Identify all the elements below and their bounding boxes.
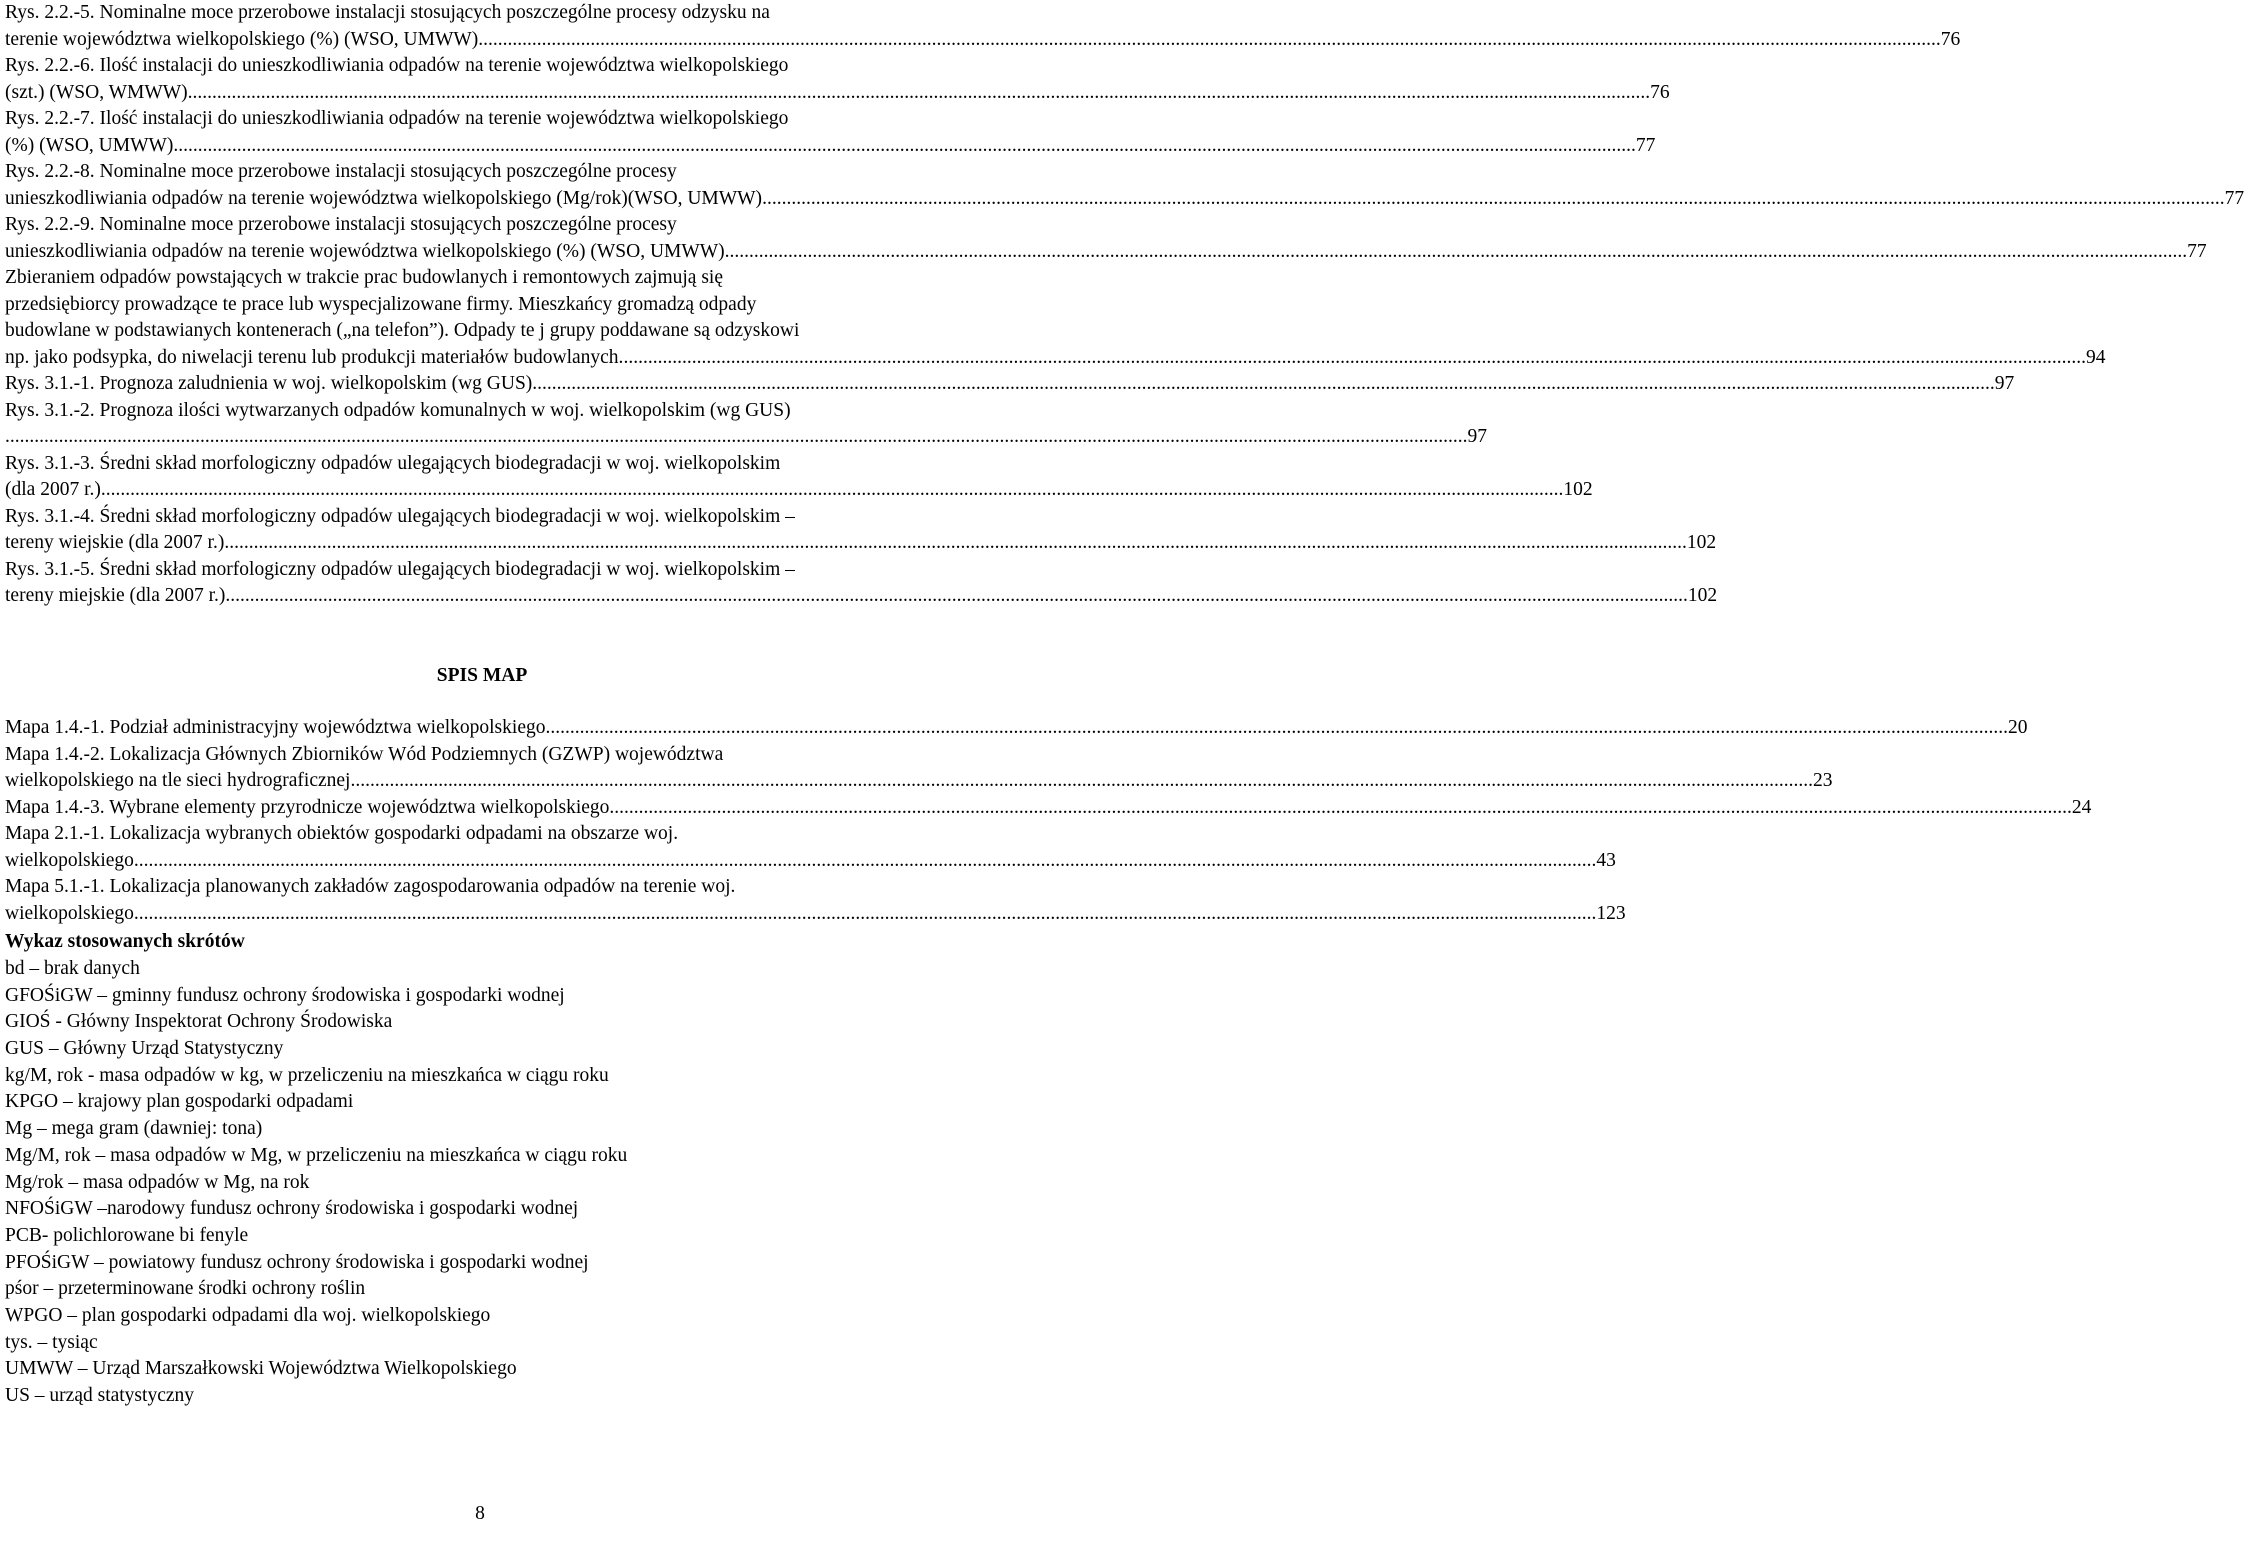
- toc-entry-figure-5[interactable]: Rys. 2.2.-9. Nominalne moce przerobowe instalacji stosujących poszczególne procesy unieszkodliwiania odpadów na terenie województwa wielkopolskiego (%) (WSO, UMWW) ............................................................................................................................................................................................................................................................................................................ 77: [5, 212, 959, 265]
- toc-entry-figure-2[interactable]: Rys. 2.2.-6. Ilość instalacji do unieszkodliwiania odpadów na terenie województwa wielkopolskiego (szt.) (WSO, WMWW) ............................................................................................................................................................................................................................................................................................................ 76: [5, 53, 959, 106]
- abbreviation-item: US – urząd statystyczny: [5, 1385, 195, 1406]
- toc-entry-map-3[interactable]: Mapa 1.4.-3. Wybrane elementy przyrodnicze województwa wielkopolskiego ............................................................................................................................................................................................................................................................................................................ 24: [5, 795, 959, 822]
- toc-entry-text: Rys. 2.2.-5. Nominalne moce przerobowe instalacji stosujących poszczególne procesy odzysku na: [5, 2, 770, 23]
- toc-entry-text: unieszkodliwiania odpadów na terenie województwa wielkopolskiego (%) (WSO, UMWW): [5, 240, 725, 262]
- toc-page-number: 23: [1812, 770, 1833, 791]
- toc-entry-map-1[interactable]: Mapa 1.4.-1. Podział administracyjny województwa wielkopolskiego ............................................................................................................................................................................................................................................................................................................ 20: [5, 715, 959, 742]
- toc-entry-text: (szt.) (WSO, WMWW): [5, 81, 188, 103]
- toc-entry-map-2[interactable]: Mapa 1.4.-2. Lokalizacja Głównych Zbiorników Wód Podziemnych (GZWP) województwa wielkopolskiego na tle sieci hydrograficznej ............................................................................................................................................................................................................................................................................................................ 23: [5, 742, 959, 795]
- toc-entry-text: np. jako podsypka, do niwelacji terenu lub produkcji materiałów budowlanych.: [5, 346, 624, 368]
- toc-entry-text: Rys. 2.2.-8. Nominalne moce przerobowe instalacji stosujących poszczególne procesy: [5, 161, 677, 182]
- toc-entry-text: wielkopolskiego: [5, 902, 134, 924]
- abbreviation-item: PCB- polichlorowane bi fenyle: [5, 1224, 249, 1246]
- toc-entry-figure-4[interactable]: Rys. 2.2.-8. Nominalne moce przerobowe instalacji stosujących poszczególne procesy unieszkodliwiania odpadów na terenie województwa wielkopolskiego (Mg/rok)(WSO, UMWW) ............................................................................................................................................................................................................................................................................................................ 77: [5, 159, 959, 212]
- toc-entry-text: (%) (WSO, UMWW): [5, 134, 174, 156]
- abbreviation-item: GUS – Główny Urząd Statystyczny: [5, 1038, 284, 1060]
- toc-page-number: 123: [1596, 902, 1626, 924]
- toc-page-number: 102: [1563, 479, 1593, 500]
- toc-entry-text: Mapa 1.4.-3. Wybrane elementy przyrodnicze województwa wielkopolskiego: [5, 796, 610, 818]
- abbreviations-heading: Wykaz stosowanych skrótów: [5, 931, 245, 952]
- abbreviation-item: Mg – mega gram (dawniej: tona): [5, 1118, 263, 1140]
- toc-entry-figure-7[interactable]: Rys. 3.1.-1. Prognoza zaludnienia w woj. wielkopolskim (wg GUS) ............................................................................................................................................................................................................................................................................................................ 97: [5, 371, 959, 398]
- toc-entry-text: Rys. 3.1.-5. Średni skład morfologiczny odpadów ulegających biodegradacji w woj. wielkopolskim –: [5, 558, 795, 580]
- toc-page-number: 102: [1686, 532, 1717, 553]
- toc-entry-map-4[interactable]: Mapa 2.1.-1. Lokalizacja wybranych obiektów gospodarki odpadami na obszarze woj. wielkopolskiego ............................................................................................................................................................................................................................................................................................................ 43: [5, 821, 959, 874]
- toc-entry-text: Rys. 3.1.-4. Średni skład morfologiczny odpadów ulegających biodegradacji w woj. wielkopolskim –: [5, 505, 795, 527]
- page-number: 8: [475, 1503, 485, 1524]
- toc-page-number: 76: [1940, 28, 1961, 50]
- toc-entry-text: Rys. 2.2.-6. Ilość instalacji do unieszkodliwiania odpadów na terenie województwa wielkopolskiego: [5, 55, 789, 76]
- abbreviation-item: Mg/rok – masa odpadów w Mg, na rok: [5, 1171, 310, 1193]
- abbreviations-list: [5, 956, 959, 1410]
- toc-entry-figure-8[interactable]: Rys. 3.1.-2. Prognoza ilości wytwarzanych odpadów komunalnych w woj. wielkopolskim (wg GUS) ............................................................................................................................................................................................................................................................................................................ 97: [5, 398, 959, 451]
- abbreviation-item: WPGO – plan gospodarki odpadami dla woj. wielkopolskiego: [5, 1304, 491, 1326]
- toc-entry-text: wielkopolskiego: [5, 849, 134, 871]
- toc-entry-text: Mapa 5.1.-1. Lokalizacja planowanych zakładów zagospodarowania odpadów na terenie woj.: [5, 876, 736, 897]
- toc-page-number: 97: [1467, 426, 1487, 447]
- abbreviation-item: kg/M, rok - masa odpadów w kg, w przeliczeniu na mieszkańca w ciągu roku: [5, 1064, 609, 1086]
- toc-page-number: 77: [2224, 187, 2244, 209]
- toc-entry-text: Rys. 3.1.-3. Średni skład morfologiczny odpadów ulegających biodegradacji w woj. wielkopolskim: [5, 452, 781, 474]
- toc-page-number: 97: [1994, 373, 2015, 394]
- abbreviation-item: UMWW – Urząd Marszałkowski Województwa Wielkopolskiego: [5, 1358, 517, 1380]
- abbreviation-item: pśor – przeterminowane środki ochrony roślin: [5, 1278, 366, 1300]
- abbreviation-item: bd – brak danych: [5, 958, 140, 979]
- abbreviation-item: KPGO – krajowy plan gospodarki odpadami: [5, 1091, 354, 1113]
- toc-entry-text: Rys. 2.2.-9. Nominalne moce przerobowe instalacji stosujących poszczególne procesy: [5, 214, 677, 235]
- maps-heading: SPIS MAP: [436, 665, 528, 686]
- toc-entry-text: tereny wiejskie (dla 2007 r.): [5, 532, 225, 553]
- toc-entry-figure-9[interactable]: Rys. 3.1.-3. Średni skład morfologiczny odpadów ulegających biodegradacji w woj. wielkopolskim (dla 2007 r.) ............................................................................................................................................................................................................................................................................................................ 102: [5, 451, 959, 504]
- toc-entry-text: unieszkodliwiania odpadów na terenie województwa wielkopolskiego (Mg/rok)(WSO, UMWW): [5, 187, 763, 209]
- toc-entry-text: Mapa 1.4.-1. Podział administracyjny województwa wielkopolskiego: [5, 717, 546, 738]
- toc-entry-text: Rys. 2.2.-7. Ilość instalacji do unieszkodliwiania odpadów na terenie województwa wielkopolskiego: [5, 108, 789, 129]
- toc-entry-figure-6[interactable]: Zbieraniem odpadów powstających w trakcie prac budowlanych i remontowych zajmują się przedsiębiorcy prowadzące te prace lub wyspecjalizowane firmy. Mieszkańcy gromadzą odpady budowlane w podstawianych kontenerach („na telefon”). Odpady te j grupy poddawane są odzyskowi np. jako podsypka, do niwelacji terenu lub produkcji materiałów budowlanych. ............................................................................................................................................................................................................................................................................................................ 94: [5, 265, 959, 371]
- abbreviation-item: PFOŚiGW – powiatowy fundusz ochrony środowiska i gospodarki wodnej: [5, 1251, 589, 1273]
- toc-entry-figure-10[interactable]: Rys. 3.1.-4. Średni skład morfologiczny odpadów ulegających biodegradacji w woj. wielkopolskim – tereny wiejskie (dla 2007 r.) ............................................................................................................................................................................................................................................................................................................ 102: [5, 504, 959, 557]
- toc-entry-figure-3[interactable]: Rys. 2.2.-7. Ilość instalacji do unieszkodliwiania odpadów na terenie województwa wielkopolskiego (%) (WSO, UMWW) ............................................................................................................................................................................................................................................................................................................ 77: [5, 106, 959, 159]
- toc-entry-text: budowlane w podstawianych kontenerach („na telefon”). Odpady te j grupy poddawane są odzyskowi: [5, 320, 800, 341]
- toc-page-number: 77: [2187, 240, 2207, 262]
- toc-page-number: 102: [1687, 585, 1718, 606]
- toc-entry-text: Rys. 3.1.-2. Prognoza ilości wytwarzanych odpadów komunalnych w woj. wielkopolskim (wg GUS): [5, 399, 791, 421]
- toc-entry-text: tereny miejskie (dla 2007 r.): [5, 585, 226, 606]
- toc-entry-figure-1[interactable]: Rys. 2.2.-5. Nominalne moce przerobowe instalacji stosujących poszczególne procesy odzysku na terenie województwa wielkopolskiego (%) (WSO, UMWW) ............................................................................................................................................................................................................................................................................................................ 76: [5, 0, 959, 53]
- toc-entry-text: Mapa 1.4.-2. Lokalizacja Głównych Zbiorników Wód Podziemnych (GZWP) województwa: [5, 743, 724, 765]
- abbreviation-item: GFOŚiGW – gminny fundusz ochrony środowiska i gospodarki wodnej: [5, 984, 565, 1006]
- toc-page-number: 43: [1596, 849, 1616, 871]
- abbreviation-item: Mg/M, rok – masa odpadów w Mg, w przeliczeniu na mieszkańca w ciągu roku: [5, 1144, 628, 1166]
- toc-entry-text: Rys. 3.1.-1. Prognoza zaludnienia w woj. wielkopolskim (wg GUS): [5, 373, 533, 394]
- toc-entry-text: przedsiębiorcy prowadzące te prace lub wyspecjalizowane firmy. Mieszkańcy gromadzą odpady: [5, 293, 757, 315]
- toc-page-number: 20: [2007, 717, 2028, 738]
- toc-entry-text: terenie województwa wielkopolskiego (%) (WSO, UMWW): [5, 28, 479, 50]
- abbreviation-item: NFOŚiGW –narodowy fundusz ochrony środowiska i gospodarki wodnej: [5, 1198, 579, 1220]
- toc-page-number: 77: [1635, 134, 1656, 156]
- toc-entry-figure-11[interactable]: Rys. 3.1.-5. Średni skład morfologiczny odpadów ulegających biodegradacji w woj. wielkopolskim – tereny miejskie (dla 2007 r.) ............................................................................................................................................................................................................................................................................................................ 102: [5, 557, 959, 610]
- abbreviation-item: GIOŚ - Główny Inspektorat Ochrony Środowiska: [5, 1011, 393, 1033]
- toc-entry-text: wielkopolskiego na tle sieci hydrograficznej: [5, 770, 351, 791]
- toc-entry-text: (dla 2007 r.): [5, 479, 101, 500]
- toc-page-number: 24: [2071, 796, 2092, 818]
- abbreviation-item: tys. – tysiąc: [5, 1331, 98, 1353]
- toc-page-number: 94: [2085, 346, 2106, 368]
- toc-entry-text: Mapa 2.1.-1. Lokalizacja wybranych obiektów gospodarki odpadami na obszarze woj.: [5, 823, 679, 844]
- toc-page-number: 76: [1650, 81, 1670, 103]
- toc-entry-text: Zbieraniem odpadów powstających w trakcie prac budowlanych i remontowych zajmują się: [5, 267, 723, 288]
- toc-entry-map-5[interactable]: Mapa 5.1.-1. Lokalizacja planowanych zakładów zagospodarowania odpadów na terenie woj. wielkopolskiego ............................................................................................................................................................................................................................................................................................................ 123: [5, 874, 959, 927]
